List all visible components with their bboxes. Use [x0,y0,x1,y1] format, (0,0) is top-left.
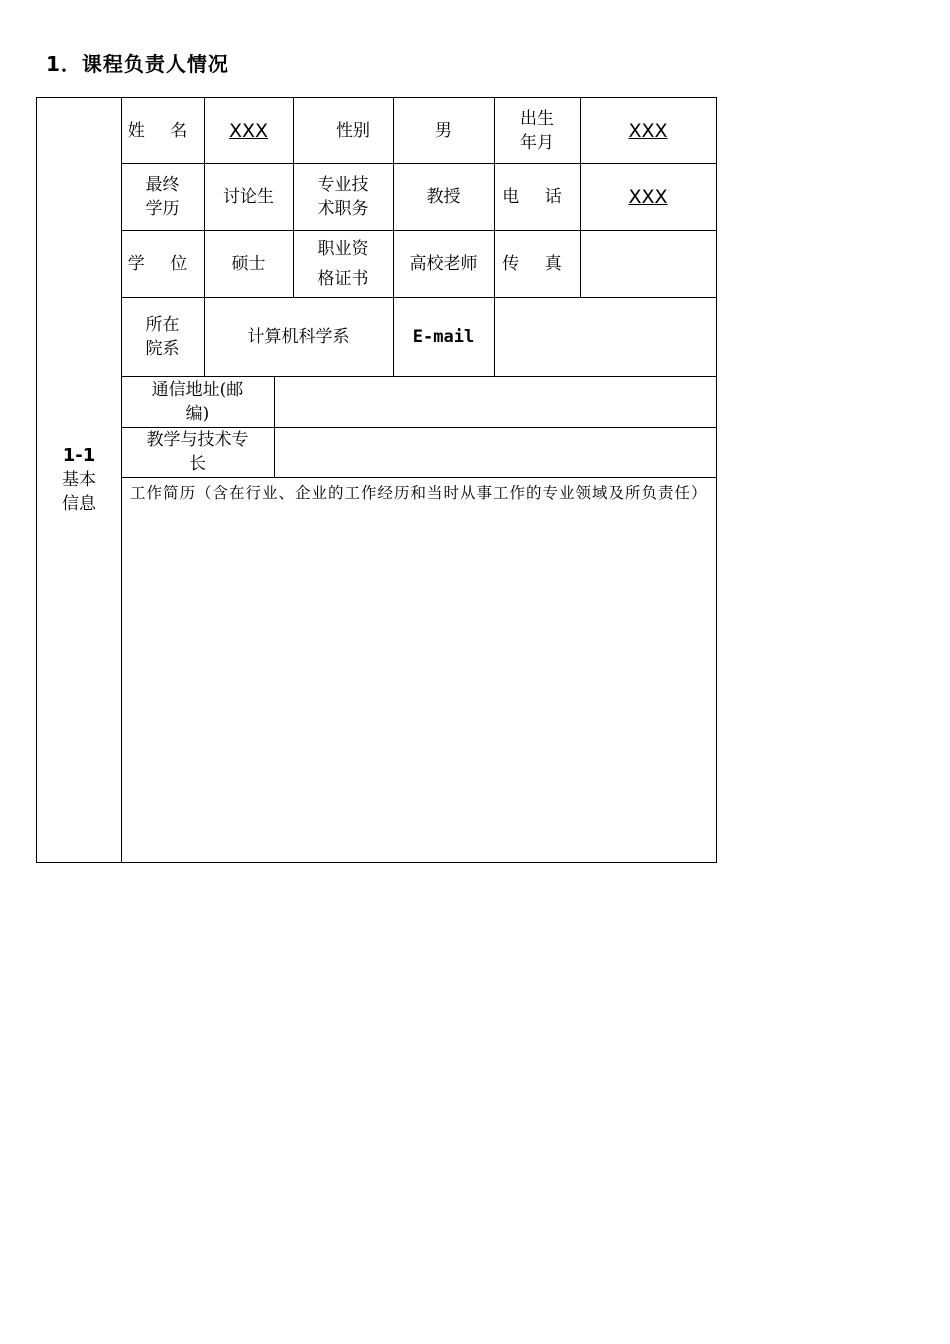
section-heading: 1．课程负责人情况 [46,52,229,76]
dept-value[interactable]: 计算机科学系 [204,297,394,377]
fax-value[interactable] [580,230,717,298]
section-label-line1: 基本 [62,470,96,490]
gender-label: 性别 [293,97,394,164]
title-label: 专业技 术职务 [293,163,394,231]
title-value[interactable]: 教授 [393,163,495,231]
cert-value[interactable]: 高校老师 [393,230,495,298]
phone-label: 电 话 [494,163,581,231]
address-value[interactable] [274,376,717,428]
name-label: 姓 名 [121,97,205,164]
name-value[interactable]: XXX [204,97,294,164]
degree-value[interactable]: 硕士 [204,230,294,298]
resume-cell[interactable] [121,477,717,863]
email-label: E-mail [393,297,495,377]
gender-value[interactable]: 男 [393,97,495,164]
dept-label: 所在 院系 [121,297,205,377]
section-label-line2: 信息 [62,494,96,514]
degree-label: 学 位 [121,230,205,298]
section-label-cell [36,97,122,863]
birth-value[interactable]: XXX [580,97,717,164]
resume-label: 工作简历（含在行业、企业的工作经历和当时从事工作的专业领域及所负责任） [130,484,708,502]
fax-label: 传 真 [494,230,581,298]
education-value[interactable]: 讨论生 [204,163,294,231]
birth-label: 出生 年月 [494,97,581,164]
section-code: 1-1 [62,445,96,466]
expertise-label: 教学与技术专 长 [121,427,275,478]
education-label: 最终 学历 [121,163,205,231]
cert-label: 职业资 格证书 [293,230,394,298]
address-label: 通信地址(邮 编) [121,376,275,428]
expertise-value[interactable] [274,427,717,478]
email-value[interactable] [494,297,717,377]
phone-value[interactable]: XXX [580,163,717,231]
